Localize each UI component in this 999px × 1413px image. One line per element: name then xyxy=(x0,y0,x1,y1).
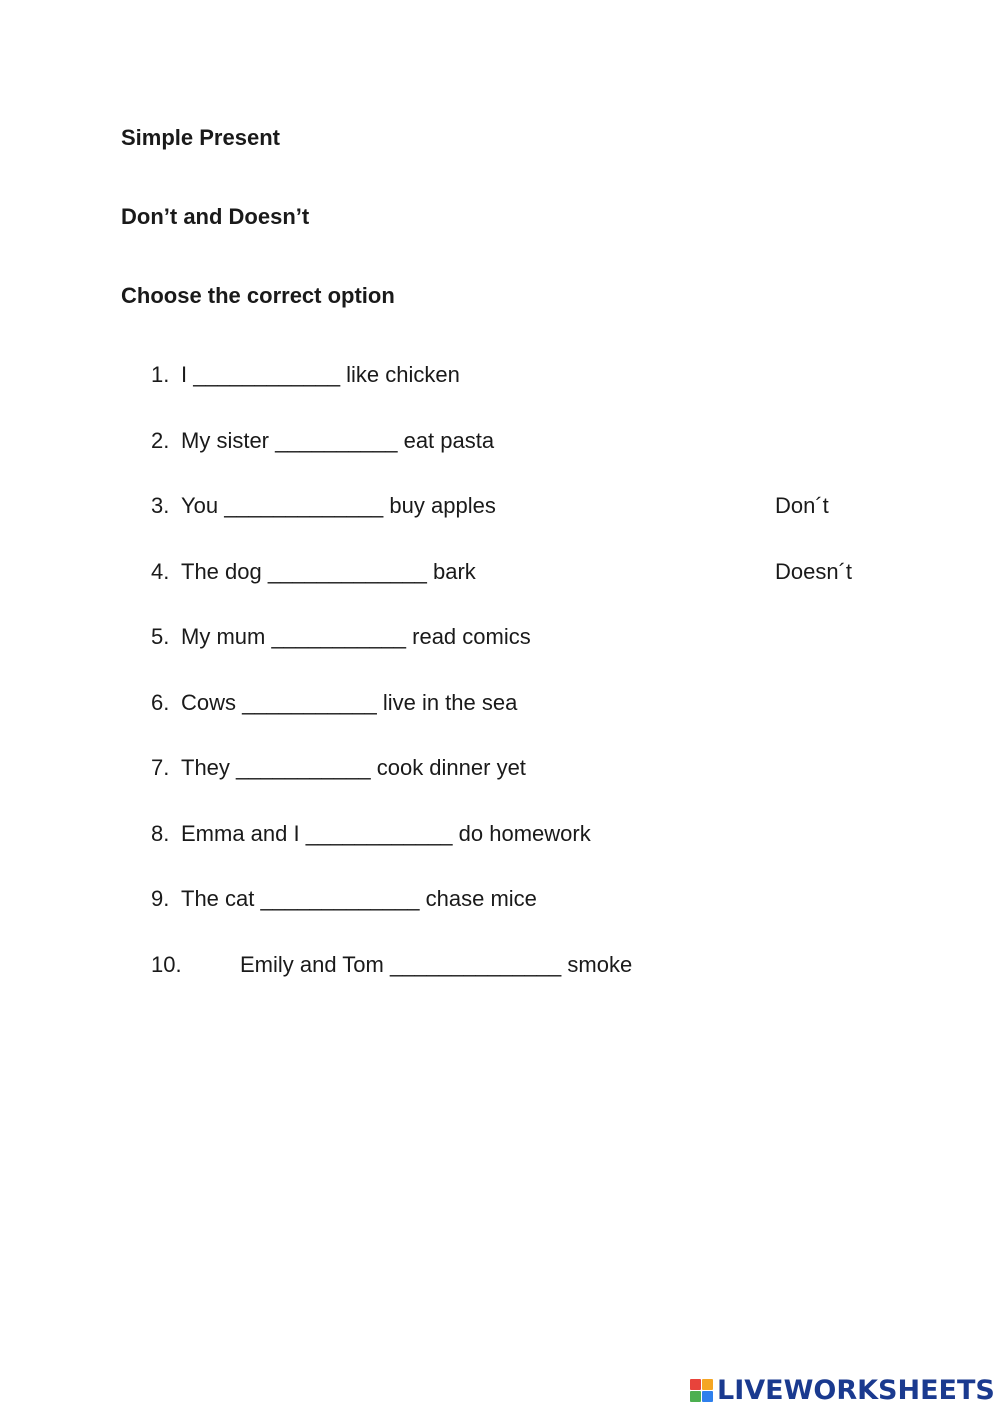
item-text: The cat _____________ chase mice xyxy=(181,886,537,911)
item-number: 10. xyxy=(151,952,182,977)
item-text: The dog _____________ bark xyxy=(181,559,476,584)
item-number: 4. xyxy=(151,559,170,584)
logo-square-orange xyxy=(702,1379,713,1390)
item-text: Emma and I ____________ do homework xyxy=(181,821,591,846)
exercise-item-3 xyxy=(151,495,496,517)
worksheet-title: Simple Present xyxy=(121,125,280,150)
item-number: 3. xyxy=(151,493,170,518)
exercise-item-5 xyxy=(151,626,531,648)
logo-square-blue xyxy=(702,1391,713,1402)
worksheet-subtitle: Don’t and Doesn’t xyxy=(121,204,310,229)
exercise-item-1 xyxy=(151,364,460,386)
item-number: 5. xyxy=(151,624,170,649)
item-number: 8. xyxy=(151,821,170,846)
worksheet-instruction: Choose the correct option xyxy=(121,283,395,308)
logo-text: LIVEWORKSHEETS xyxy=(717,1374,995,1406)
logo-square-green xyxy=(690,1391,701,1402)
liveworksheets-logo-icon xyxy=(690,1379,713,1402)
option-doesnt: Doesn´t xyxy=(775,559,853,584)
exercise-item-6 xyxy=(151,692,517,714)
exercise-item-4 xyxy=(151,561,476,583)
item-number: 7. xyxy=(151,755,170,780)
item-number: 6. xyxy=(151,690,170,715)
item-text: Emily and Tom ______________ smoke xyxy=(240,952,633,977)
item-number: 1. xyxy=(151,362,170,387)
item-number: 2. xyxy=(151,428,170,453)
exercise-item-8 xyxy=(151,823,591,845)
item-text: You _____________ buy apples xyxy=(181,493,496,518)
item-text: My mum ___________ read comics xyxy=(181,624,531,649)
exercise-item-7 xyxy=(151,757,526,779)
item-text: They ___________ cook dinner yet xyxy=(181,755,526,780)
option-dont: Don´t xyxy=(775,493,829,518)
item-number: 9. xyxy=(151,886,170,911)
item-text: Cows ___________ live in the sea xyxy=(181,690,518,715)
item-text: My sister __________ eat pasta xyxy=(181,428,495,453)
item-text: I ____________ like chicken xyxy=(181,362,460,387)
liveworksheets-logo xyxy=(690,1372,995,1408)
exercise-item-9 xyxy=(151,888,537,910)
exercise-item-2 xyxy=(151,430,494,452)
exercise-item-10 xyxy=(151,954,632,976)
logo-square-red xyxy=(690,1379,701,1390)
